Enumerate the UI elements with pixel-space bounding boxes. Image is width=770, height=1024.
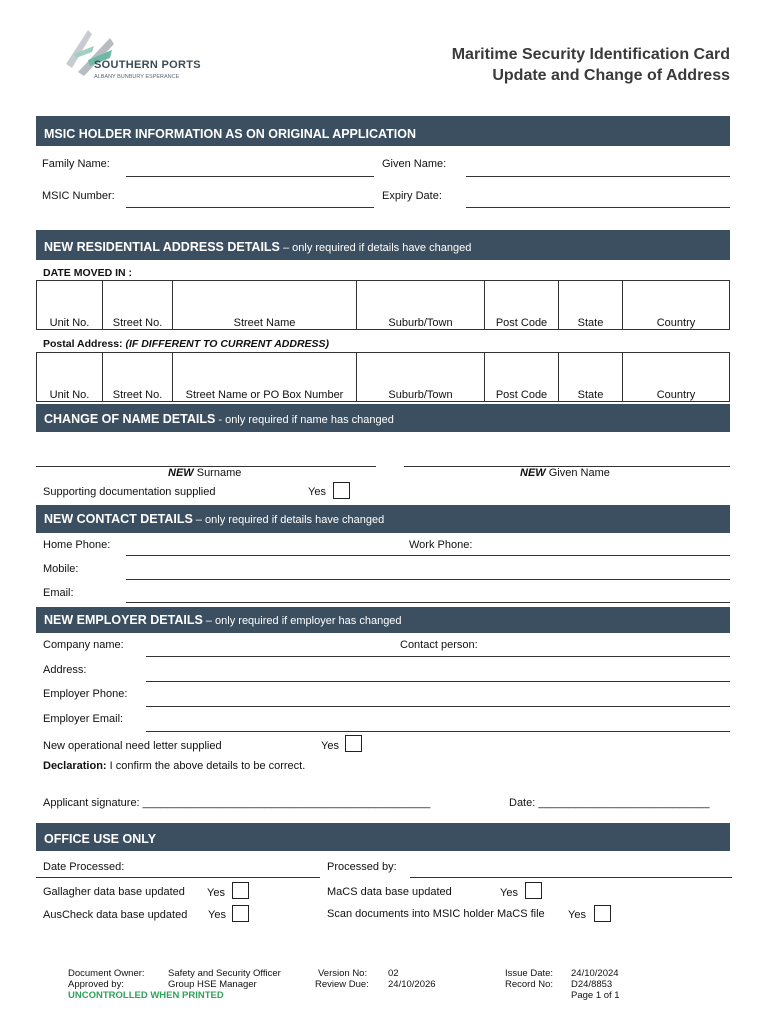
- res-col-street-name: Street Name: [173, 313, 357, 330]
- employer-heading: [44, 613, 402, 627]
- post-street-name-box[interactable]: [173, 353, 357, 386]
- post-country-box[interactable]: [623, 353, 730, 386]
- macs-yes-checkbox[interactable]: [525, 882, 542, 899]
- post-state-box[interactable]: [559, 353, 623, 386]
- logo-name: SOUTHERN PORTS: [94, 59, 201, 71]
- employer-section-bar: [36, 607, 730, 633]
- scan-yes-label: Yes: [568, 909, 586, 921]
- home-phone-label: Home Phone:: [43, 539, 111, 551]
- post-col-state: State: [559, 385, 623, 402]
- supporting-yes-label: Yes: [308, 486, 326, 498]
- res-country-box[interactable]: [623, 281, 730, 314]
- employer-heading-text: NEW EMPLOYER DETAILS: [44, 613, 203, 627]
- date-processed-label: Date Processed:: [43, 861, 125, 873]
- new-word-given: NEW: [520, 467, 546, 479]
- footer-owner-label: Document Owner:: [68, 968, 145, 979]
- residential-heading: [44, 240, 471, 254]
- res-col-street-no: Street No.: [103, 313, 173, 330]
- employer-email-label: Employer Email:: [43, 713, 124, 725]
- post-col-street-name: Street Name or PO Box Number: [173, 385, 357, 402]
- op-letter-label: New operational need letter supplied: [43, 740, 222, 752]
- footer-approved-value: Group HSE Manager: [168, 979, 257, 990]
- date-moved-label: DATE MOVED IN :: [43, 267, 133, 279]
- employer-note: – only required if employer has changed: [202, 615, 402, 627]
- employer-phone-label: Employer Phone:: [43, 688, 128, 700]
- footer-review-label: Review Due:: [315, 979, 369, 990]
- page-title-line1: Maritime Security Identification Card: [451, 46, 730, 63]
- footer-page-number: Page 1 of 1: [571, 990, 620, 1001]
- office-heading: OFFICE USE ONLY: [44, 832, 157, 846]
- auscheck-yes-checkbox[interactable]: [232, 905, 249, 922]
- res-street-no-box[interactable]: [103, 281, 173, 314]
- name-change-section-bar: [36, 404, 730, 432]
- auscheck-yes-label: Yes: [208, 909, 226, 921]
- given-name-field[interactable]: [466, 176, 730, 177]
- address-label: Address:: [43, 664, 87, 676]
- residential-section-bar: [36, 230, 730, 260]
- processed-by-field[interactable]: [410, 877, 732, 878]
- macs-label: MaCS data base updated: [327, 886, 452, 898]
- res-street-name-box[interactable]: [173, 281, 357, 314]
- date-processed-field[interactable]: [36, 877, 320, 878]
- email-label: Email:: [43, 587, 74, 599]
- logo-tagline: ALBANY BUNBURY ESPERANCE: [94, 74, 180, 80]
- address-field[interactable]: [146, 681, 730, 682]
- footer-owner-value: Safety and Security Officer: [168, 968, 281, 979]
- op-letter-yes-label: Yes: [321, 740, 339, 752]
- footer-uncontrolled: UNCONTROLLED WHEN PRINTED: [68, 990, 224, 1001]
- res-col-country: Country: [623, 313, 730, 330]
- contact-heading: [44, 512, 384, 526]
- res-postcode-box[interactable]: [485, 281, 559, 314]
- footer-issue-label: Issue Date:: [505, 968, 554, 979]
- name-change-note: - only required if name has changed: [215, 414, 394, 426]
- mobile-label: Mobile:: [43, 563, 79, 575]
- given-name-label: Given Name:: [382, 158, 447, 170]
- msic-number-label: MSIC Number:: [42, 190, 115, 202]
- post-col-unit: Unit No.: [37, 385, 103, 402]
- declaration: [43, 760, 305, 772]
- gallagher-yes-label: Yes: [207, 887, 225, 899]
- post-col-country: Country: [623, 385, 730, 402]
- contact-heading-text: NEW CONTACT DETAILS: [44, 512, 193, 526]
- southern-ports-logo: [58, 24, 218, 86]
- residential-note: – only required if details have changed: [279, 242, 472, 254]
- res-col-unit: Unit No.: [37, 313, 103, 330]
- postal-label-text: Postal Address:: [43, 338, 126, 350]
- signature-date-field[interactable]: Date: ____________________________: [509, 797, 710, 809]
- footer-record-label: Record No:: [505, 979, 554, 990]
- post-col-suburb: Suburb/Town: [357, 385, 485, 402]
- work-phone-label: Work Phone:: [409, 539, 473, 551]
- given-text: Given Name: [545, 467, 610, 479]
- postal-address-label: [43, 338, 329, 350]
- gallagher-label: Gallagher data base updated: [43, 886, 185, 898]
- processed-by-label: Processed by:: [327, 861, 397, 873]
- office-section-bar: [36, 823, 730, 851]
- post-col-postcode: Post Code: [485, 385, 559, 402]
- footer-review-value: 24/10/2026: [388, 979, 436, 990]
- surname-text: Surname: [193, 467, 242, 479]
- page-title-line2: Update and Change of Address: [492, 67, 730, 84]
- expiry-date-label: Expiry Date:: [382, 190, 442, 202]
- new-word: NEW: [168, 467, 194, 479]
- postal-address-table: [36, 352, 730, 402]
- supporting-yes-checkbox[interactable]: [333, 482, 350, 499]
- name-change-heading-text: CHANGE OF NAME DETAILS: [44, 412, 216, 426]
- contact-person-label: Contact person:: [400, 639, 478, 651]
- email-field[interactable]: [126, 602, 730, 603]
- supporting-doc-label: Supporting documentation supplied: [43, 486, 216, 498]
- employer-email-field[interactable]: [146, 731, 730, 732]
- res-suburb-box[interactable]: [357, 281, 485, 314]
- op-letter-yes-checkbox[interactable]: [345, 735, 362, 752]
- contact-section-bar: [36, 505, 730, 533]
- company-name-label: Company name:: [43, 639, 124, 651]
- new-surname-label: [168, 467, 241, 479]
- res-state-box[interactable]: [559, 281, 623, 314]
- macs-yes-label: Yes: [500, 887, 518, 899]
- scan-label: Scan documents into MSIC holder MaCS file: [327, 908, 545, 920]
- holder-section-bar: [36, 116, 730, 146]
- auscheck-label: AusCheck data base updated: [43, 909, 188, 921]
- company-field[interactable]: [146, 656, 730, 657]
- declaration-text: I confirm the above details to be correct.: [106, 760, 306, 772]
- res-col-postcode: Post Code: [485, 313, 559, 330]
- residential-heading-text: NEW RESIDENTIAL ADDRESS DETAILS: [44, 240, 280, 254]
- expiry-date-field[interactable]: [466, 207, 730, 208]
- post-unit-box[interactable]: [37, 353, 103, 386]
- contact-note: – only required if details have changed: [192, 514, 385, 526]
- res-unit-box[interactable]: [37, 281, 103, 314]
- post-street-no-box[interactable]: [103, 353, 173, 386]
- scan-yes-checkbox[interactable]: [594, 905, 611, 922]
- residential-address-table: [36, 280, 730, 330]
- post-postcode-box[interactable]: [485, 353, 559, 386]
- holder-heading: MSIC HOLDER INFORMATION AS ON ORIGINAL APPLICATION: [44, 127, 416, 141]
- post-col-street-no: Street No.: [103, 385, 173, 402]
- employer-phone-field[interactable]: [146, 706, 730, 707]
- msic-number-field[interactable]: [126, 207, 374, 208]
- post-suburb-box[interactable]: [357, 353, 485, 386]
- family-name-label: Family Name:: [42, 158, 110, 170]
- applicant-signature-field[interactable]: Applicant signature: _______________________________________________: [43, 797, 431, 809]
- footer-record-value: D24/8853: [571, 979, 613, 990]
- gallagher-yes-checkbox[interactable]: [232, 882, 249, 899]
- phone-field[interactable]: [126, 555, 730, 556]
- name-change-heading: [44, 412, 394, 426]
- new-given-name-label: [520, 467, 610, 479]
- footer-issue-value: 24/10/2024: [571, 968, 619, 979]
- postal-note: (IF DIFFERENT TO CURRENT ADDRESS): [125, 338, 330, 350]
- family-name-field[interactable]: [126, 176, 374, 177]
- res-col-suburb: Suburb/Town: [357, 313, 485, 330]
- footer-version-value: 02: [388, 968, 399, 979]
- res-col-state: State: [559, 313, 623, 330]
- footer-approved-label: Approved by:: [68, 979, 124, 990]
- declaration-bold: Declaration:: [43, 760, 107, 772]
- footer-version-label: Version No:: [318, 968, 368, 979]
- mobile-field[interactable]: [126, 579, 730, 580]
